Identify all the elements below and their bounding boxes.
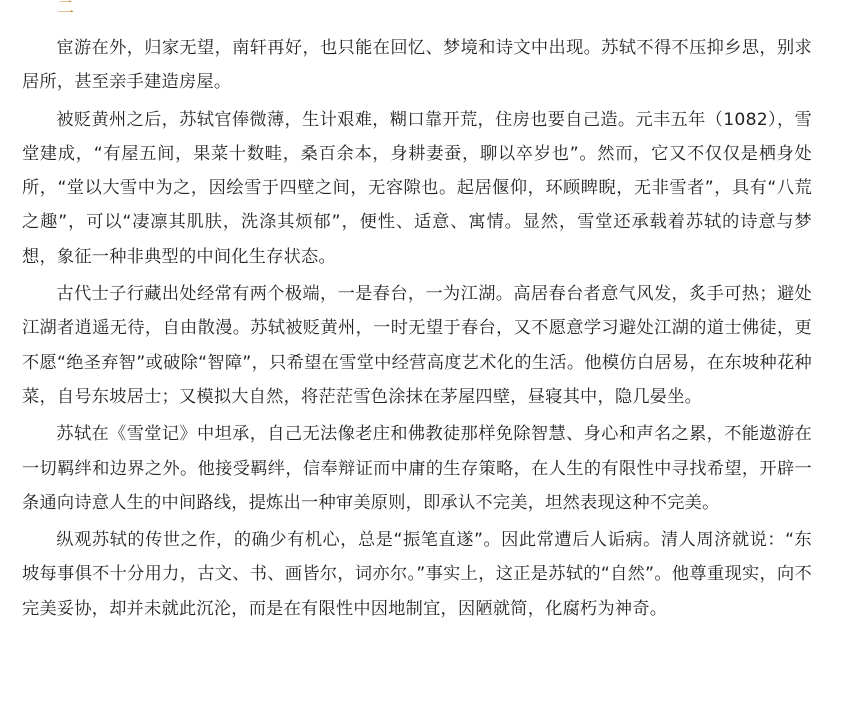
article-body: [22, 31, 812, 629]
paragraph-4: 苏轼在《雪堂记》中坦承，自己无法像老庄和佛教徒那样免除智慧、身心和声名之累，不能遨游在一切羁绊和边界之外。他接受羁绊，信奉辩证而中庸的生存策略，在人生的有限性中寻找希望，开辟一条通向诗意人生的中间路线，提炼出一种审美原则，即承认不完美，坦然表现这种不完美。: [22, 424, 812, 513]
section-heading: 二: [57, 0, 74, 18]
paragraph-5: 纵观苏轼的传世之作，的确少有机心，总是“振笔直遂”。因此常遭后人诟病。清人周济就说：“东坡每事俱不十分用力，古文、书、画皆尔，词亦尔。”事实上，这正是苏轼的“自然”。他尊重现实，向不完美妥协，却并未就此沉沦，而是在有限性中因地制宜，因陋就简，化腐朽为神奇。: [22, 530, 812, 619]
paragraph-1: 宦游在外，归家无望，南轩再好，也只能在回忆、梦境和诗文中出现。苏轼不得不压抑乡思，别求居所，甚至亲手建造房屋。: [22, 38, 812, 93]
paragraph-3: 古代士子行藏出处经常有两个极端，一是春台，一为江湖。高居春台者意气风发，炙手可热；避处江湖者逍遥无待，自由散漫。苏轼被贬黄州，一时无望于春台，又不愿意学习避处江湖的道士佛徒，更不愿“绝圣弃智”或破除“智障”，只希望在雪堂中经营高度艺术化的生活。他模仿白居易，在东坡种花种菜，自号东坡居士；又模拟大自然，将茫茫雪色涂抹在茅屋四壁，昼寝其中，隐几晏坐。: [22, 284, 812, 407]
paragraph-2: 被贬黄州之后，苏轼官俸微薄，生计艰难，糊口靠开荒，住房也要自己造。元丰五年（1082），雪堂建成，“有屋五间，果菜十数畦，桑百余本，身耕妻蚕，聊以卒岁也”。然而，它又不仅仅是栖身处所，“堂以大雪中为之，因绘雪于四壁之间，无容隙也。起居偃仰，环顾睥睨，无非雪者”，具有“八荒之趣”，可以“凄凛其肌肤，洗涤其烦郁”，便性、适意、寓情。显然，雪堂还承载着苏轼的诗意与梦想，象征一种非典型的中间化生存状态。: [22, 109, 813, 267]
